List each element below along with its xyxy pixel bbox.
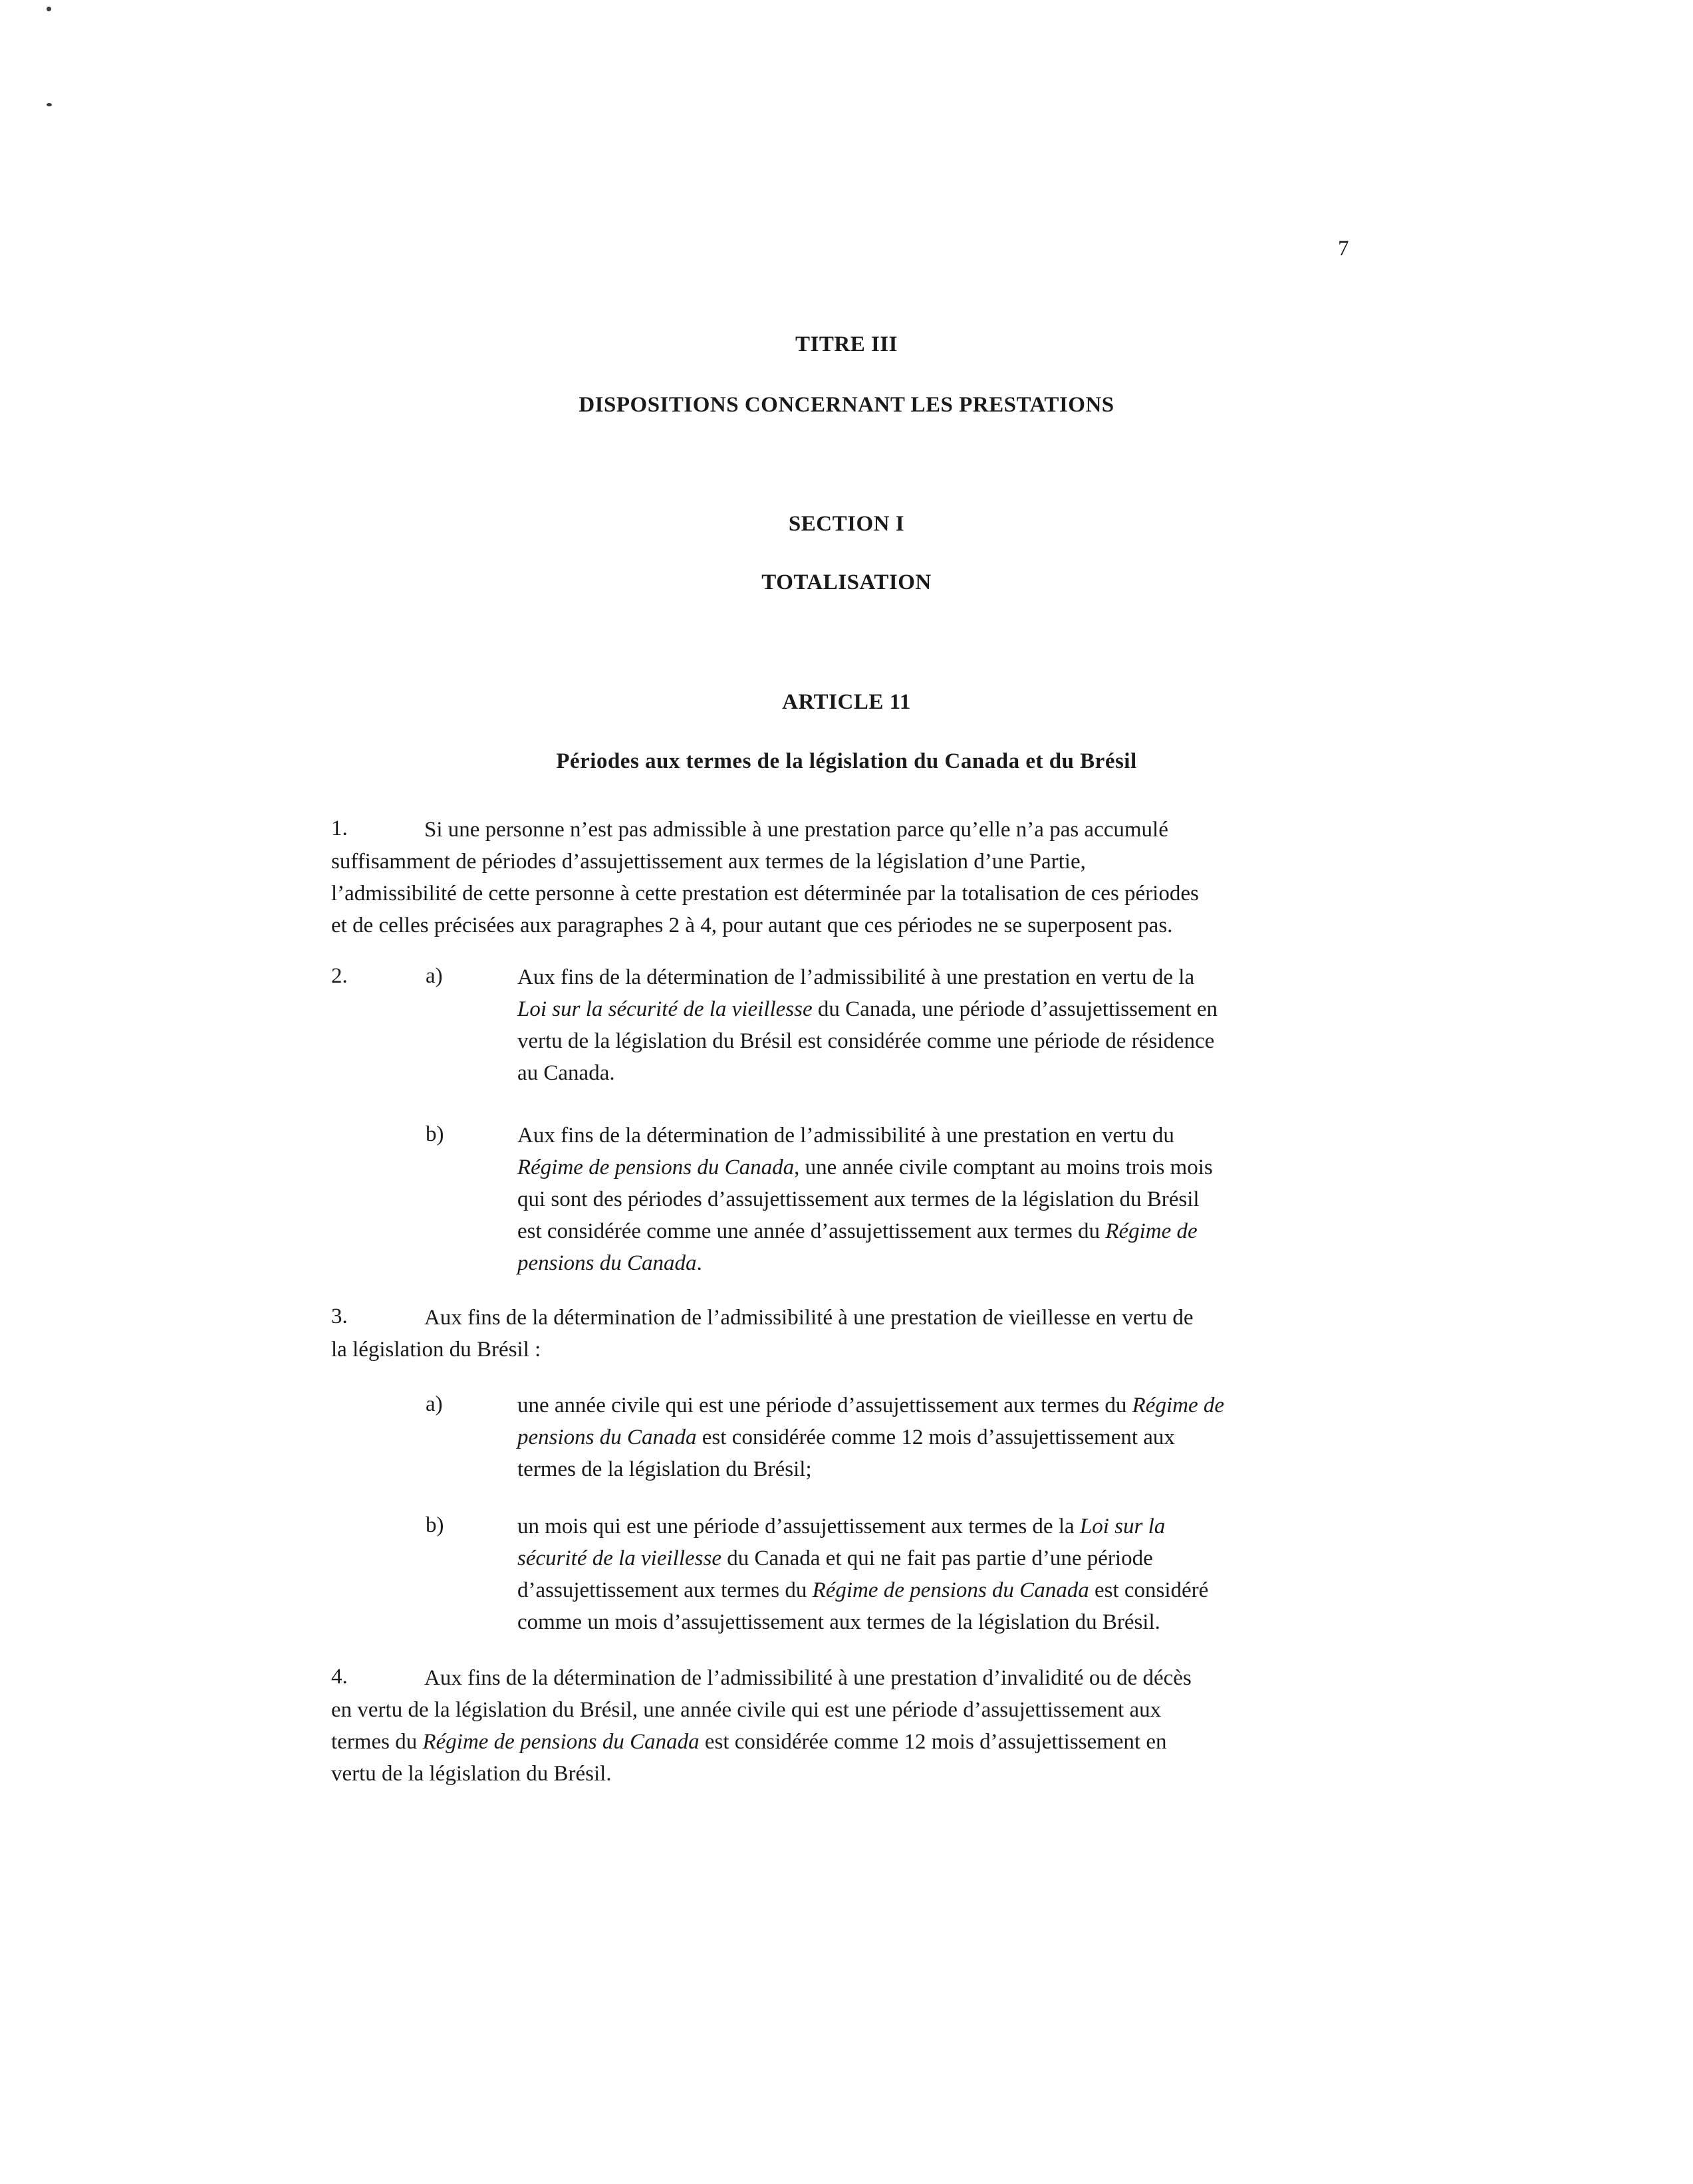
paragraph-3a-line-2: est considérée comme 12 mois d’assujettissement aux [696, 1425, 1175, 1449]
paragraph-2a-line-4: au Canada. [517, 1061, 615, 1085]
section-heading: SECTION I [788, 512, 905, 536]
paragraph-3a-line-1: une année civile qui est une période d’assujettissement aux termes du [517, 1394, 1132, 1417]
paragraph-3b-label: b) [426, 1513, 444, 1537]
paragraph-3b [517, 1511, 1382, 1638]
titre-subtitle: DISPOSITIONS CONCERNANT LES PRESTATIONS [579, 393, 1114, 417]
paragraph-4-line-3-rest: est considérée comme 12 mois d’assujettissement en [699, 1730, 1167, 1754]
paragraph-3b-line-3-rest: est considéré [1089, 1578, 1209, 1602]
paragraph-3b-line-3: d’assujettissement aux termes du [517, 1578, 813, 1602]
article-heading: ARTICLE 11 [782, 690, 911, 714]
paragraph-4 [331, 1662, 1368, 1790]
paragraph-1-line-2: suffisamment de périodes d’assujettissement aux termes de la législation d’une Partie, [331, 850, 1086, 874]
paragraph-3b-italic-2: sécurité de la vieillesse [517, 1546, 721, 1570]
paragraph-3b-line-4: comme un mois d’assujettissement aux termes de la législation du Brésil. [517, 1610, 1160, 1634]
paragraph-2a-label: a) [426, 964, 443, 988]
paragraph-2b-line-1: Aux fins de la détermination de l’admissibilité à une prestation en vertu du [517, 1124, 1174, 1148]
paragraph-2b-line-2: , une année civile comptant au moins trois mois [794, 1155, 1213, 1179]
paragraph-3-line-1: Aux fins de la détermination de l’admissibilité à une prestation de vieillesse en vertu de [424, 1306, 1194, 1330]
paragraph-3a-label: a) [426, 1392, 443, 1416]
section-title: TOTALISATION [761, 570, 932, 594]
paragraph-4-number: 4. [331, 1665, 348, 1689]
paragraph-4-italic-1: Régime de pensions du Canada [422, 1730, 700, 1754]
paragraph-4-line-2: en vertu de la législation du Brésil, une année civile qui est une période d’assujettissement aux [331, 1698, 1162, 1722]
paragraph-3b-line-2: du Canada et qui ne fait pas partie d’une période [721, 1546, 1153, 1570]
paragraph-2b-line-3: qui sont des périodes d’assujettissement aux termes de la législation du Brésil [517, 1187, 1200, 1211]
paragraph-1 [331, 814, 1368, 941]
paragraph-2a-line-1: Aux fins de la détermination de l’admissibilité à une prestation en vertu de la [517, 965, 1195, 989]
paragraph-2b [517, 1120, 1375, 1279]
paragraph-2b-label: b) [426, 1122, 444, 1146]
article-title: Périodes aux termes de la législation du Canada et du Brésil [556, 749, 1137, 773]
paragraph-3a [517, 1390, 1382, 1485]
paragraph-3a-line-3: termes de la législation du Brésil; [517, 1457, 812, 1481]
page-number: 7 [1338, 237, 1349, 261]
paragraph-2-number: 2. [331, 964, 348, 988]
paragraph-3-number: 3. [331, 1304, 348, 1328]
paragraph-2a-line-2: du Canada, une période d’assujettissement en [812, 997, 1218, 1021]
paragraph-3 [331, 1302, 1368, 1366]
paragraph-2b-line-5: . [696, 1251, 702, 1275]
titre-heading: TITRE III [795, 332, 898, 356]
paragraph-4-line-3: termes du [331, 1730, 423, 1754]
paragraph-3b-line-1: un mois qui est une période d’assujettissement aux termes de la [517, 1515, 1080, 1538]
paragraph-1-line-4: et de celles précisées aux paragraphes 2 à 4, pour autant que ces périodes ne se superposent pas. [331, 913, 1173, 937]
paragraph-4-line-4: vertu de la législation du Brésil. [331, 1762, 612, 1786]
paragraph-4-line-1: Aux fins de la détermination de l’admissibilité à une prestation d’invalidité ou de décès [424, 1666, 1192, 1690]
paragraph-2a [517, 961, 1375, 1089]
paragraph-1-line-1: Si une personne n’est pas admissible à une prestation parce qu’elle n’a pas accumulé [424, 818, 1168, 842]
paragraph-3a-italic-2: pensions du Canada [517, 1425, 697, 1449]
paragraph-2b-italic-2: Régime de [1105, 1219, 1198, 1243]
paragraph-3b-italic-1: Loi sur la [1079, 1515, 1166, 1538]
paragraph-1-number: 1. [331, 816, 348, 840]
paragraph-2b-line-4: est considérée comme une année d’assujettissement aux termes du [517, 1219, 1106, 1243]
paragraph-2b-italic-3: pensions du Canada [517, 1251, 697, 1275]
paragraph-2b-italic-1: Régime de pensions du Canada [517, 1155, 795, 1179]
paragraph-3a-italic-1: Régime de [1132, 1394, 1224, 1417]
scan-speck-left [47, 103, 52, 106]
paragraph-1-line-3: l’admissibilité de cette personne à cette prestation est déterminée par la totalisation de ces périodes [331, 882, 1199, 906]
scan-speck-top [47, 7, 51, 11]
paragraph-2a-line-3: vertu de la législation du Brésil est considérée comme une période de résidence [517, 1029, 1215, 1053]
paragraph-2a-italic-1: Loi sur la sécurité de la vieillesse [517, 997, 813, 1021]
paragraph-3b-italic-3: Régime de pensions du Canada [812, 1578, 1089, 1602]
paragraph-3-line-2: la législation du Brésil : [331, 1338, 541, 1362]
